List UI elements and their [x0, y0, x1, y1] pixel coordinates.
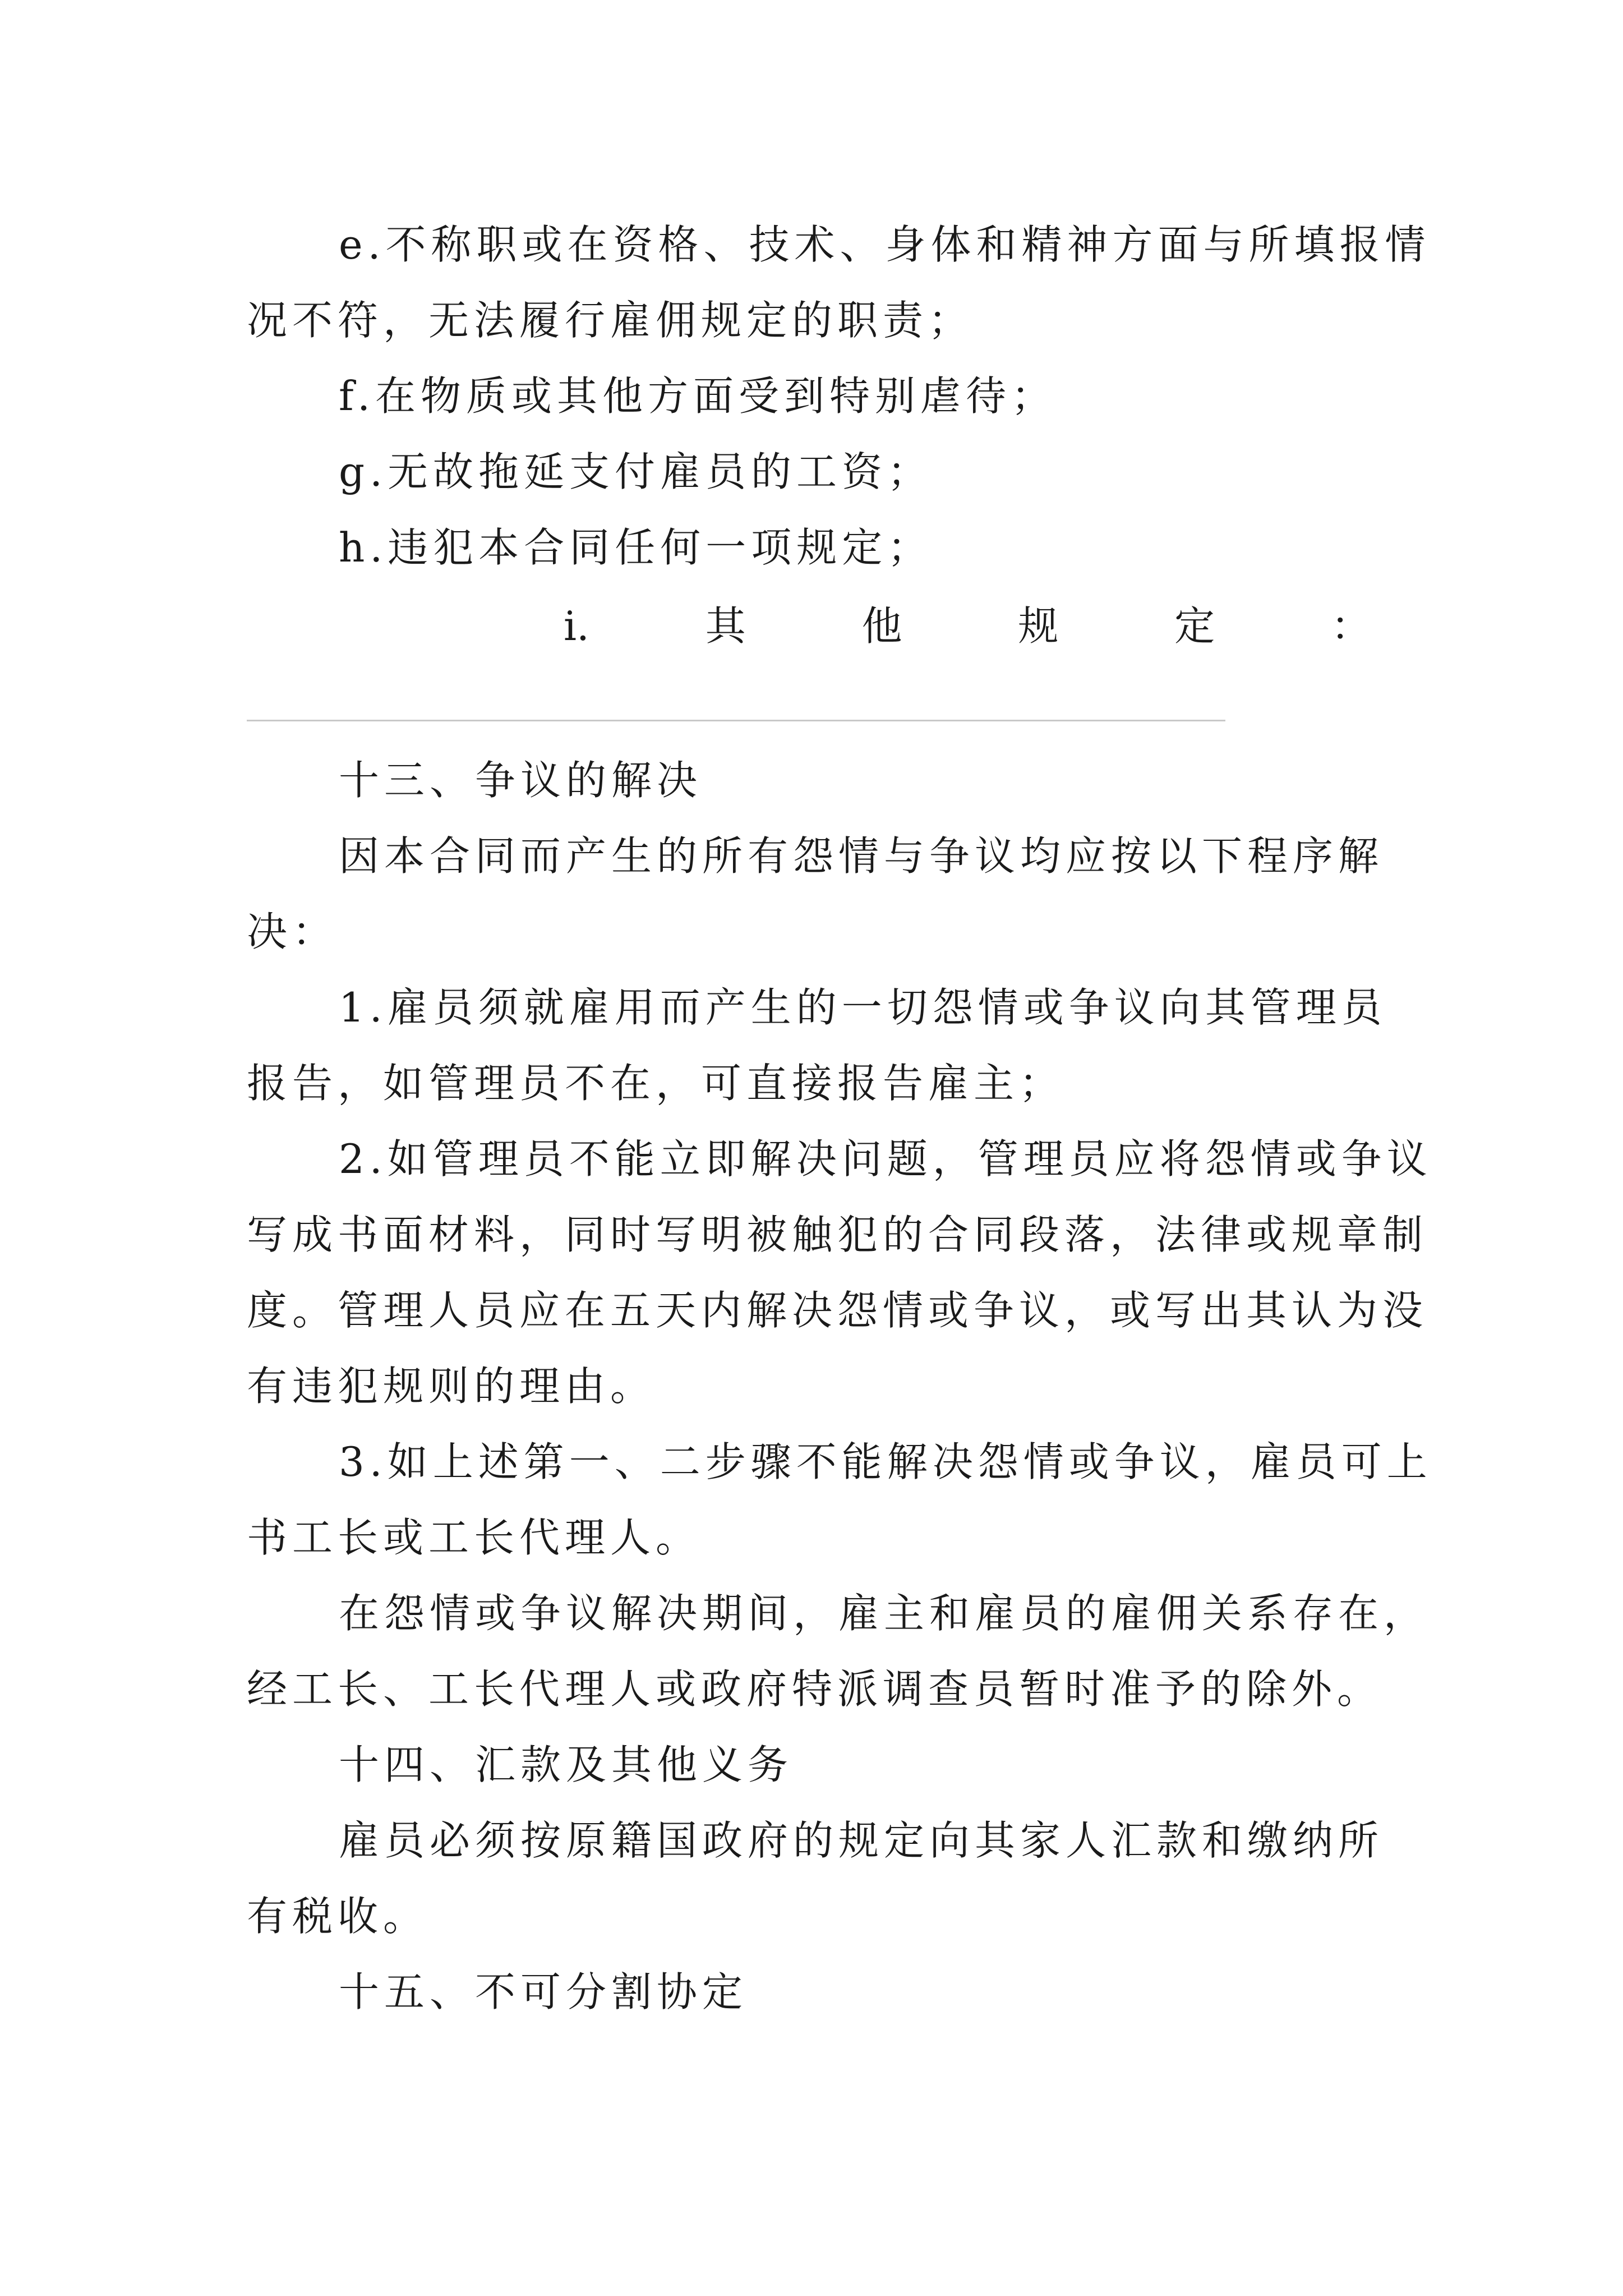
item-i-spread-line — [564, 602, 1371, 650]
step-3-line-1: 3.如上述第一、二步骤不能解决怨情或争议，雇员可上 — [339, 1438, 1432, 1485]
item-i-label: i. — [564, 602, 589, 650]
section-14-body-line-2: 有税收。 — [247, 1893, 429, 1940]
section-13-intro-line-1: 因本合同而产生的所有怨情与争议均应按以下程序解 — [339, 832, 1384, 880]
section-13-heading: 十三、争议的解决 — [339, 757, 703, 804]
step-1-line-2: 报告，如管理员不在，可直接报告雇主； — [247, 1060, 1065, 1107]
section-15-heading: 十五、不可分割协定 — [339, 1968, 748, 2016]
item-i-char-2: 他 — [861, 602, 902, 650]
step-3-line-2: 书工长或工长代理人。 — [247, 1514, 702, 1561]
closing-paragraph-line-1: 在怨情或争议解决期间，雇主和雇员的雇佣关系存在， — [339, 1590, 1430, 1637]
item-i-char-3: 规 — [1018, 602, 1059, 650]
item-f: f.在物质或其他方面受到特别虐待； — [339, 372, 1057, 420]
item-e-line-1: e.不称职或在资格、技术、身体和精神方面与所填报情 — [339, 221, 1431, 268]
item-i-char-4: 定 — [1174, 602, 1215, 650]
section-13-intro-line-2: 决： — [247, 908, 338, 955]
item-g: g.无故拖延支付雇员的工资； — [339, 448, 933, 495]
step-2-line-1: 2.如管理员不能立即解决问题，管理员应将怨情或争议 — [339, 1135, 1432, 1182]
item-e-line-2: 况不符，无法履行雇佣规定的职责； — [247, 297, 974, 344]
fill-in-blank-line — [247, 720, 1225, 721]
section-14-body-line-1: 雇员必须按原籍国政府的规定向其家人汇款和缴纳所 — [339, 1817, 1384, 1864]
step-2-line-2: 写成书面材料，同时写明被触犯的合同段落，法律或规章制 — [247, 1211, 1428, 1258]
item-h: h.违犯本合同任何一项规定； — [339, 524, 933, 571]
closing-paragraph-line-2: 经工长、工长代理人或政府特派调查员暂时准予的除外。 — [247, 1665, 1383, 1713]
step-2-line-3: 度。管理人员应在五天内解决怨情或争议，或写出其认为没 — [247, 1287, 1428, 1334]
step-1-line-1: 1.雇员须就雇用而产生的一切怨情或争议向其管理员 — [339, 984, 1387, 1031]
item-i-char-1: 其 — [705, 602, 746, 650]
item-i-colon: ： — [1330, 602, 1371, 650]
section-14-heading: 十四、汇款及其他义务 — [339, 1741, 794, 1788]
step-2-line-4: 有违犯规则的理由。 — [247, 1363, 656, 1410]
